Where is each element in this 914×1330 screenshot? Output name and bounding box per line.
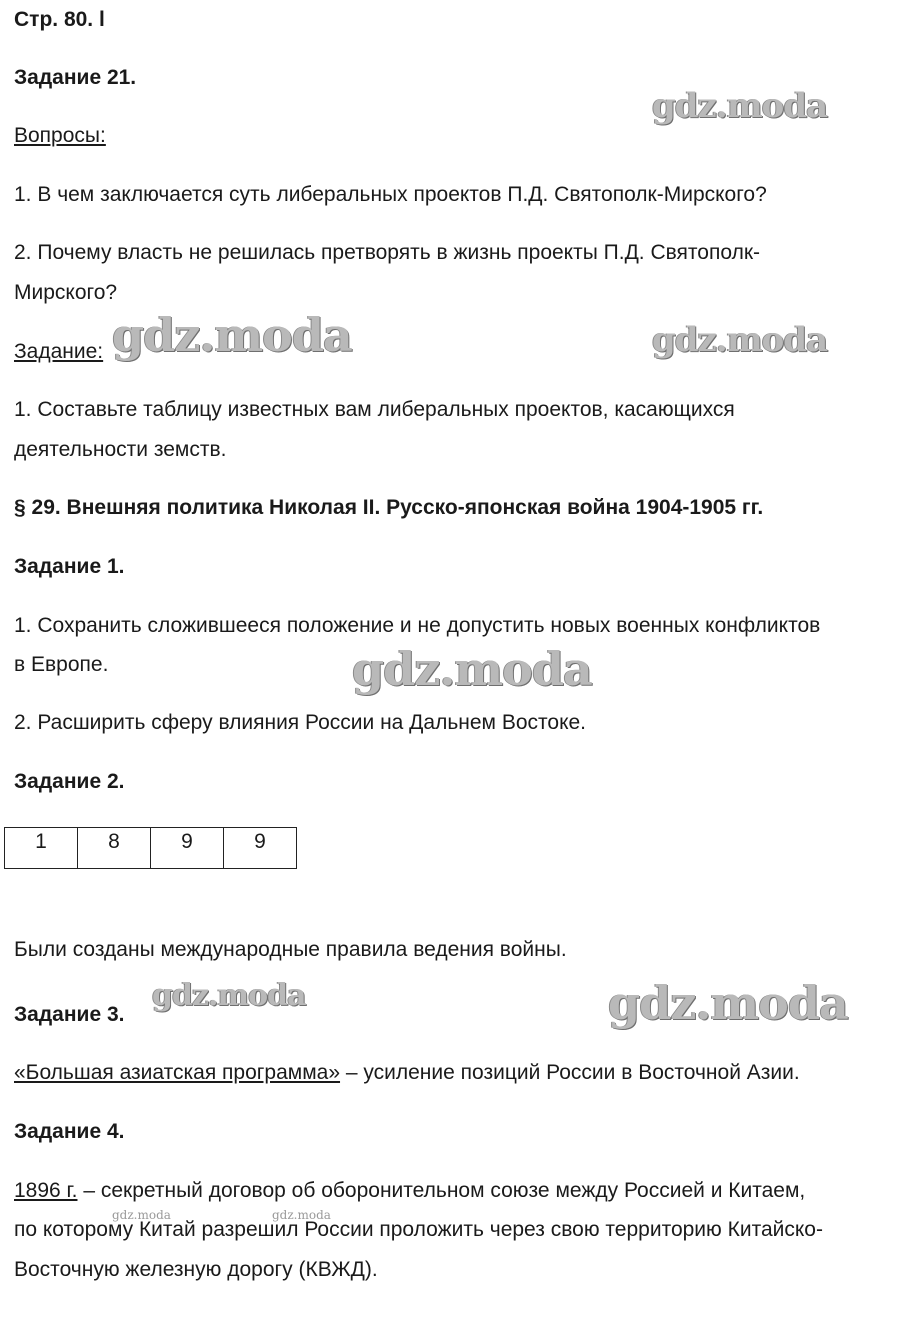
task2-answer: Были созданы международные правила ведения войны. xyxy=(14,938,567,961)
answer-grid xyxy=(4,827,297,869)
question-1: 1. В чем заключается суть либеральных проектов П.Д. Святополк-Мирского? xyxy=(14,183,767,206)
watermark: gdz.moda xyxy=(652,86,828,126)
watermark: gdz.moda xyxy=(112,308,352,362)
task1-answer-2: 2. Расширить сферу влияния России на Дальнем Востоке. xyxy=(14,711,587,734)
watermark: gdz.moda xyxy=(272,1208,331,1222)
task2-title: Задание 2. xyxy=(14,770,125,793)
task4-date: 1896 г. xyxy=(14,1179,78,1202)
watermark: gdz.moda xyxy=(652,320,828,360)
question-2-line-2: Мирского? xyxy=(14,281,118,304)
task21-title: Задание 21. xyxy=(14,66,137,89)
task-label: Задание: xyxy=(14,340,104,363)
answer-cell: 8 xyxy=(78,828,151,869)
task1-answer-1-line-1: 1. Сохранить сложившееся положение и не допустить новых военных конфликтов xyxy=(14,614,821,637)
task1-title: Задание 1. xyxy=(14,555,125,578)
task3-definition: – усиление позиций России в Восточной Азии. xyxy=(340,1061,800,1084)
page-header: Стр. 80. l xyxy=(14,8,105,31)
task3-answer xyxy=(14,1061,800,1085)
task4-line-3: Восточную железную дорогу (КВЖД). xyxy=(14,1258,378,1281)
answer-cell: 9 xyxy=(151,828,224,869)
task4-title: Задание 4. xyxy=(14,1120,125,1143)
question-2-line-1: 2. Почему власть не решилась претворять в жизнь проекты П.Д. Святополк- xyxy=(14,241,761,264)
watermark: gdz.moda xyxy=(352,642,592,696)
task-item-1-line-1: 1. Составьте таблицу известных вам либеральных проектов, касающихся xyxy=(14,398,735,421)
task3-term: «Большая азиатская программа» xyxy=(14,1061,341,1084)
answer-cell: 9 xyxy=(224,828,297,869)
answer-cell: 1 xyxy=(5,828,78,869)
watermark: gdz.moda xyxy=(152,978,306,1013)
task4-line-1 xyxy=(14,1179,805,1203)
task4-line-1-rest: – секретный договор об оборонительном союзе между Россией и Китаем, xyxy=(77,1179,806,1202)
task1-answer-1-line-2: в Европе. xyxy=(14,653,109,676)
task4-line-2: по которому Китай разрешил России проложить через свою территорию Китайско- xyxy=(14,1218,823,1241)
task-item-1-line-2: деятельности земств. xyxy=(14,438,227,461)
section-29-title: § 29. Внешняя политика Николая II. Русско-японская война 1904-1905 гг. xyxy=(14,496,764,519)
watermark: gdz.moda xyxy=(608,976,848,1030)
watermark: gdz.moda xyxy=(112,1208,171,1222)
questions-label: Вопросы: xyxy=(14,124,106,147)
task3-title: Задание 3. xyxy=(14,1003,125,1026)
